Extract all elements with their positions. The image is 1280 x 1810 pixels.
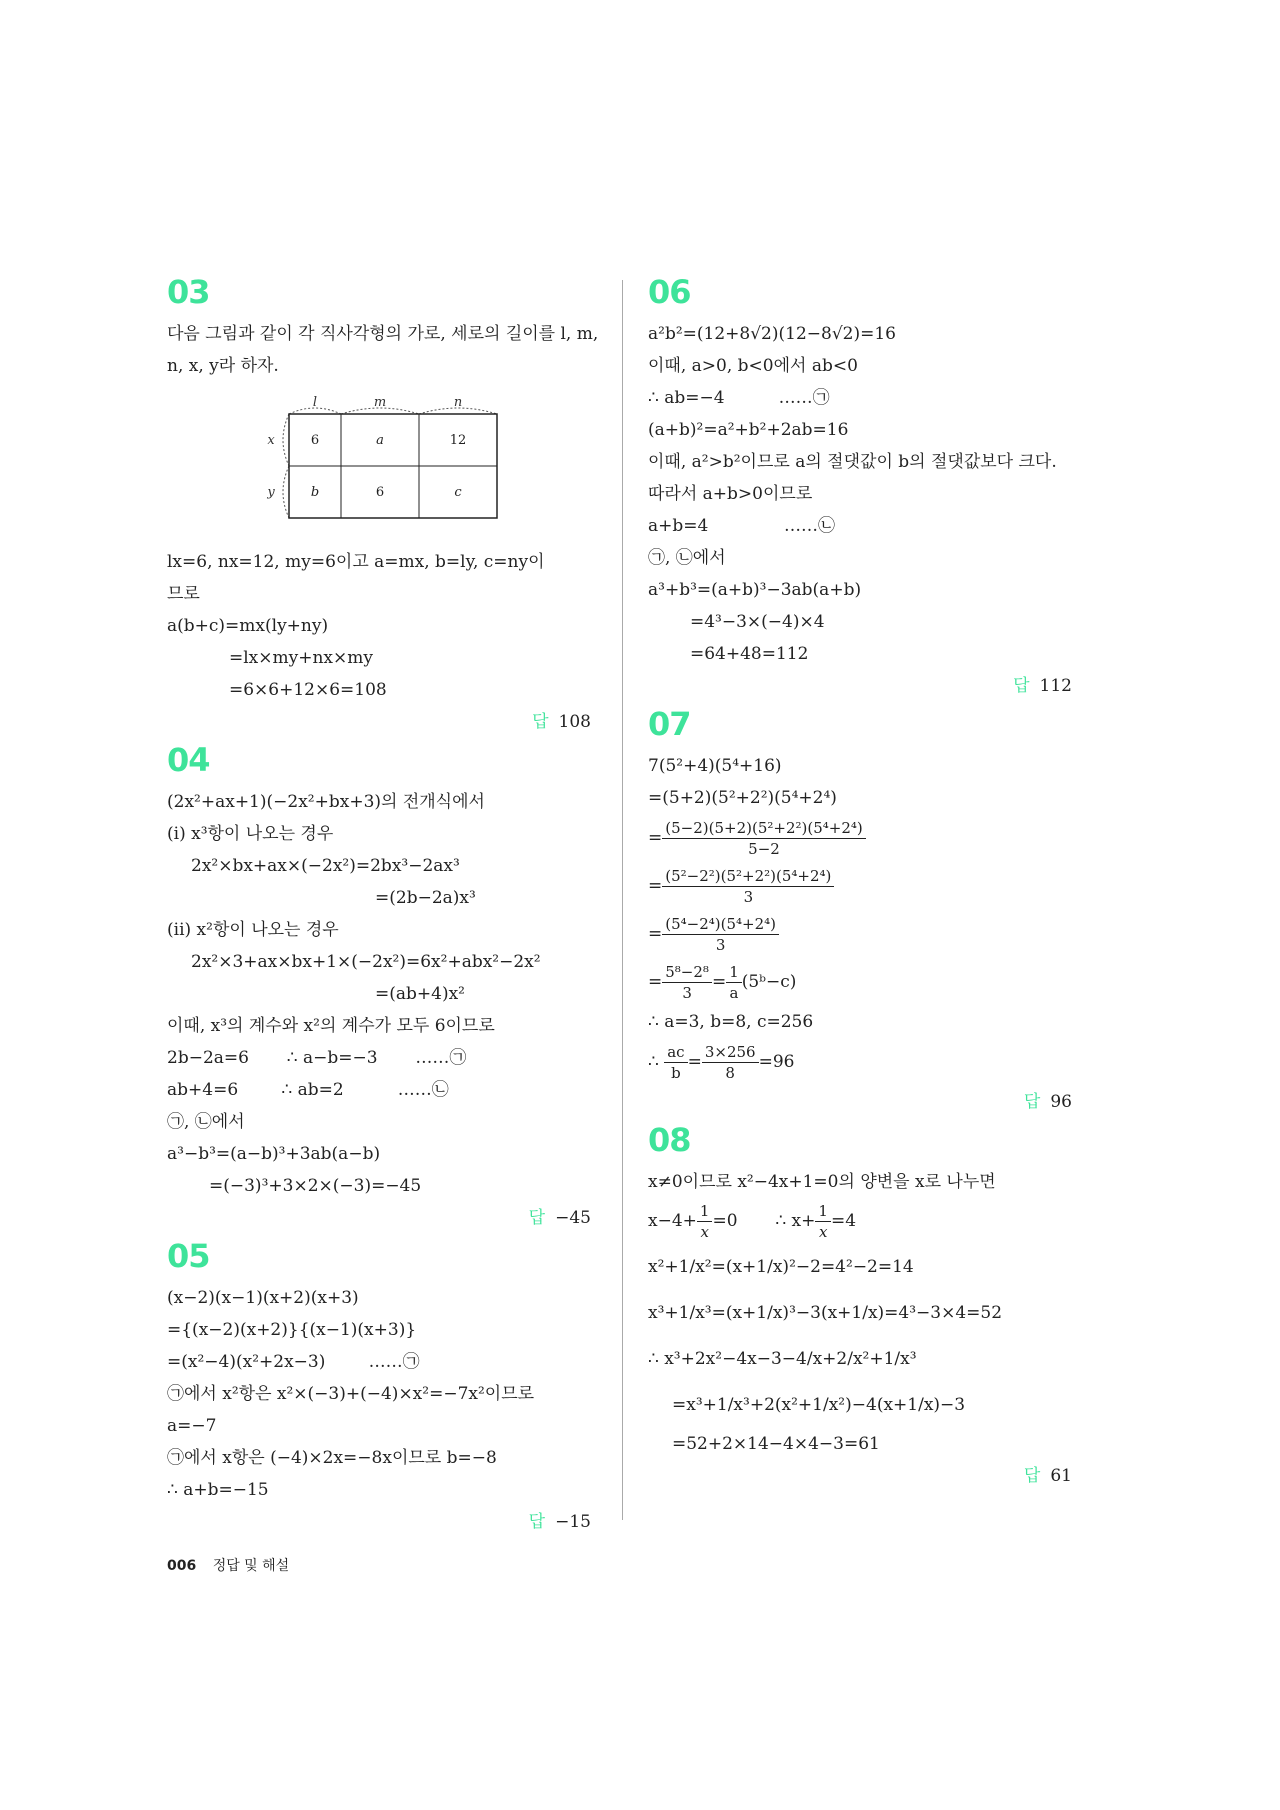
expression: x−4+	[648, 1211, 697, 1231]
fraction-line	[648, 814, 1076, 862]
text-line: ㉠에서 x²항은 x²×(−3)+(−4)×x²=−7x²이므로	[167, 1384, 535, 1404]
expression: =4	[830, 1211, 857, 1231]
problem-number: 03	[167, 273, 210, 311]
text-line: n, x, y라 하자.	[167, 356, 279, 376]
fraction	[662, 818, 866, 859]
cell: 12	[449, 433, 467, 448]
expression-tail: =96	[758, 1052, 795, 1072]
numerator: ac	[664, 1042, 687, 1063]
problem-number: 05	[167, 1237, 210, 1275]
fraction-line	[648, 910, 1076, 958]
rectangle-diagram	[257, 388, 557, 538]
text-line: (i) x³항이 나오는 경우	[167, 824, 334, 844]
fraction	[815, 1201, 831, 1242]
fraction-line	[648, 1198, 1076, 1244]
text-line: =4³−3×(−4)×4	[690, 612, 825, 632]
text-line: 따라서 a+b>0이므로	[648, 484, 813, 504]
fraction-line	[648, 1038, 1076, 1086]
equals-sign: =	[711, 972, 727, 992]
text-line: =(ab+4)x²	[375, 984, 465, 1004]
text-line: a²b²=(12+8√2)(12−8√2)=16	[648, 324, 896, 344]
expression: =0 ∴ x+	[712, 1211, 816, 1231]
equals-sign: =	[648, 972, 663, 992]
denominator: 5−2	[748, 839, 780, 858]
therefore-sign: ∴	[648, 1052, 665, 1072]
text-line: =(2b−2a)x³	[375, 888, 476, 908]
answer-value: −15	[555, 1512, 591, 1532]
text-line: (ii) x²항이 나오는 경우	[167, 920, 339, 940]
answer-value: 96	[1050, 1092, 1072, 1112]
cell: 6	[375, 485, 385, 500]
denominator: x	[818, 1222, 828, 1241]
text-line: a(b+c)=mx(ly+ny)	[167, 616, 329, 636]
text-line: a+b=4 ……㉡	[648, 516, 835, 536]
cell: b	[310, 485, 320, 500]
text-line: =lx×my+nx×my	[229, 648, 373, 668]
text-line: 2b−2a=6 ∴ a−b=−3 ……㉠	[167, 1048, 467, 1068]
answer	[167, 1506, 595, 1538]
numerator: 1	[726, 962, 742, 983]
fraction-line	[648, 958, 1076, 1006]
text-line: a³−b³=(a−b)³+3ab(a−b)	[167, 1144, 381, 1164]
text-line: 이때, x³의 계수와 x²의 계수가 모두 6이므로	[167, 1016, 495, 1036]
text-line: a=−7	[167, 1416, 217, 1436]
numerator: 1	[697, 1201, 713, 1222]
answer-label: 답	[532, 712, 549, 732]
solution-06	[648, 270, 1076, 702]
cell: a	[376, 433, 384, 448]
equals-sign: =	[648, 924, 663, 944]
denominator: 3	[743, 887, 754, 906]
solution-03	[167, 270, 599, 738]
answer-label: 답	[1023, 1466, 1041, 1486]
text-line: 2x²×bx+ax×(−2x²)=2bx³−2ax³	[191, 856, 460, 876]
text-line: 므로	[167, 584, 200, 604]
text-line: 7(5²+4)(5⁴+16)	[648, 756, 782, 776]
text-line: (2x²+ax+1)(−2x²+bx+3)의 전개식에서	[167, 792, 485, 812]
answer-value: 108	[558, 712, 591, 732]
answer	[167, 1202, 595, 1234]
arc-x	[283, 414, 289, 466]
column-divider	[622, 280, 623, 1520]
denominator: b	[671, 1063, 681, 1082]
solution-05	[167, 1234, 595, 1538]
text-line: 2x²×3+ax×bx+1×(−2x²)=6x²+abx²−2x²	[191, 952, 541, 972]
text-line: =x³+1/x³+2(x²+1/x²)−4(x+1/x)−3	[672, 1395, 966, 1415]
text-line: =64+48=112	[690, 644, 809, 664]
page-number: 006	[167, 1558, 197, 1574]
numerator: (5−2)(5+2)(5²+2²)(5⁴+2⁴)	[662, 818, 866, 839]
numerator: 1	[815, 1201, 831, 1222]
fraction	[726, 962, 742, 1003]
text-line: ∴ a=3, b=8, c=256	[648, 1012, 814, 1032]
text-line: ∴ a+b=−15	[167, 1480, 269, 1500]
denominator: x	[700, 1222, 709, 1241]
label-l: l	[312, 395, 318, 410]
text-line: 이때, a>0, b<0에서 ab<0	[648, 356, 858, 376]
answer-label: 답	[1023, 1092, 1041, 1112]
numerator: (5²−2²)(5²+2²)(5⁴+2⁴)	[662, 866, 834, 887]
text-line: ab+4=6 ∴ ab=2 ……㉡	[167, 1080, 449, 1100]
text-line: x²+1/x²=(x+1/x)²−2=4²−2=14	[648, 1257, 914, 1277]
fraction	[662, 866, 834, 907]
answer	[648, 1086, 1076, 1118]
fraction	[662, 962, 712, 1003]
solution-08	[648, 1118, 1076, 1492]
answer-label: 답	[528, 1512, 546, 1532]
text-line: ={(x−2)(x+2)}{(x−1)(x+3)}	[167, 1320, 417, 1340]
fraction-line	[648, 862, 1076, 910]
answer-value: −45	[555, 1208, 591, 1228]
text-line: =52+2×14−4×4−3=61	[672, 1434, 880, 1454]
problem-number: 08	[648, 1121, 691, 1159]
answer-label: 답	[1013, 676, 1030, 696]
text-line: a³+b³=(a+b)³−3ab(a+b)	[648, 580, 862, 600]
text-line: ㉠, ㉡에서	[648, 548, 726, 568]
left-column	[167, 270, 599, 1538]
text-line: ㉠, ㉡에서	[167, 1112, 245, 1132]
text-line: 다음 그림과 같이 각 직사각형의 가로, 세로의 길이를 l, m,	[167, 324, 599, 344]
answer-label: 답	[528, 1208, 546, 1228]
text-line: =(5+2)(5²+2²)(5⁴+2⁴)	[648, 788, 837, 808]
text-line: 이때, a²>b²이므로 a의 절댓값이 b의 절댓값보다 크다.	[648, 452, 1057, 472]
text-line: =6×6+12×6=108	[229, 680, 387, 700]
text-line: ∴ ab=−4 ……㉠	[648, 388, 830, 408]
text-line: lx=6, nx=12, my=6이고 a=mx, b=ly, c=ny이	[167, 552, 545, 572]
numerator: 5⁸−2⁸	[662, 962, 712, 983]
label-y: y	[267, 485, 275, 500]
answer	[167, 706, 595, 738]
denominator: a	[729, 983, 739, 1002]
fraction	[697, 1201, 713, 1242]
text-line: (x−2)(x−1)(x+2)(x+3)	[167, 1288, 359, 1308]
equals-sign: =	[687, 1052, 702, 1072]
text-line: x≠0이므로 x²−4x+1=0의 양변을 x로 나누면	[648, 1172, 996, 1192]
text-line: x³+1/x³=(x+1/x)³−3(x+1/x)=4³−3×4=52	[648, 1303, 1003, 1323]
problem-number: 06	[648, 273, 691, 311]
footer-title: 정답 및 해설	[212, 1558, 290, 1574]
expression-tail: (5ᵇ−c)	[741, 972, 797, 992]
text-line: =(x²−4)(x²+2x−3) ……㉠	[167, 1352, 420, 1372]
denominator: 3	[715, 935, 726, 954]
denominator: 8	[725, 1063, 735, 1082]
arc-y	[283, 466, 289, 518]
answer	[648, 1460, 1076, 1492]
denominator: 3	[682, 983, 692, 1002]
fraction	[664, 1042, 687, 1083]
text-line: (a+b)²=a²+b²+2ab=16	[648, 420, 849, 440]
page-footer	[167, 1555, 289, 1575]
solution-04	[167, 738, 595, 1234]
answer-value: 61	[1050, 1466, 1072, 1486]
text-line: ㉠에서 x항은 (−4)×2x=−8x이므로 b=−8	[167, 1448, 497, 1468]
problem-number: 04	[167, 741, 210, 779]
problem-number: 07	[648, 705, 691, 743]
text-line: ∴ x³+2x²−4x−3−4/x+2/x²+1/x³	[648, 1349, 917, 1369]
equals-sign: =	[648, 828, 663, 848]
label-m: m	[373, 395, 387, 410]
text-line: =(−3)³+3×2×(−3)=−45	[209, 1176, 422, 1196]
fraction	[702, 1042, 759, 1083]
right-column	[648, 270, 1076, 1492]
label-n: n	[453, 395, 463, 410]
numerator: (5⁴−2⁴)(5⁴+2⁴)	[662, 914, 779, 935]
cell: 6	[310, 433, 320, 448]
solution-07	[648, 702, 1076, 1118]
numerator: 3×256	[702, 1042, 759, 1063]
answer	[648, 670, 1076, 702]
fraction	[662, 914, 779, 955]
answer-value: 112	[1039, 676, 1072, 696]
equals-sign: =	[648, 876, 663, 896]
cell: c	[454, 485, 462, 500]
rectangle-figure	[257, 388, 557, 538]
label-x: x	[267, 433, 275, 448]
